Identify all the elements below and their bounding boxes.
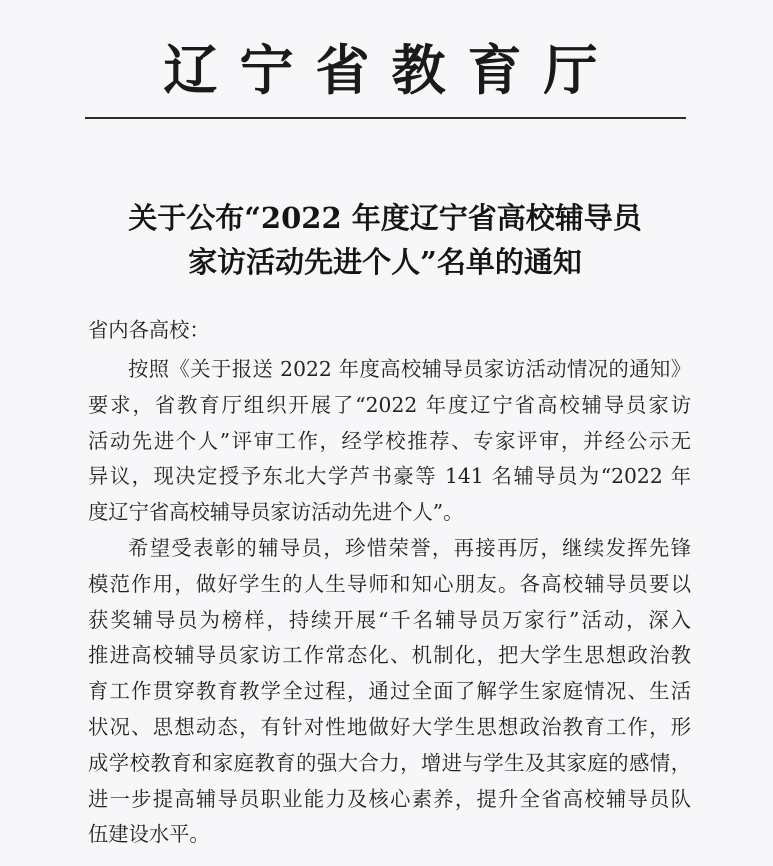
- notice-body: [88, 312, 691, 853]
- letterhead-divider: [85, 117, 686, 119]
- paragraph-line: 按照《关于报送 2022 年度高校辅导员家访活动情况的通知》: [128, 357, 691, 381]
- paragraph-line: 进一步提高辅导员职业能力及核心素养，提升全省高校辅导员队: [88, 786, 691, 811]
- paragraph-line: 活动先进个人”评审工作，经学校推荐、专家评审，并经公示无: [88, 428, 691, 453]
- paragraph-line: 状况、思想动态，有针对性地做好大学生思想政治教育工作，形: [88, 714, 691, 739]
- paragraph-line: 度辽宁省高校辅导员家访活动先进个人”。: [88, 500, 464, 525]
- salutation: 省内各高校：: [88, 318, 210, 342]
- paragraph-line: 要求，省教育厅组织开展了“2022 年度辽宁省高校辅导员家访: [88, 392, 691, 417]
- paragraph-line: 希望受表彰的辅导员，珍惜荣誉，再接再厉，继续发挥先锋: [128, 535, 691, 560]
- paragraph-line: 获奖辅导员为榜样，持续开展“千名辅导员万家行”活动，深入: [88, 607, 691, 632]
- paragraph-line: 育工作贯穿教育教学全过程，通过全面了解学生家庭情况、生活: [88, 679, 691, 704]
- paragraph-line: 伍建设水平。: [88, 822, 210, 847]
- paragraph-1: [88, 352, 691, 531]
- paragraph-line: 推进高校辅导员家访工作常态化、机制化，把大学生思想政治教: [88, 643, 691, 668]
- paragraph-line: 异议，现决定授予东北大学芦书豪等 141 名辅导员为“2022 年: [88, 464, 691, 489]
- letterhead-org-name: 辽宁省教育厅: [163, 38, 620, 102]
- notice-title-line-1: 关于公布“2022 年度辽宁省高校辅导员: [128, 201, 642, 235]
- notice-title: [0, 196, 770, 284]
- notice-title-line-2: 家访活动先进个人”名单的通知: [188, 245, 582, 279]
- paragraph-line: 模范作用，做好学生的人生导师和知心朋友。各高校辅导员要以: [88, 571, 691, 596]
- paragraph-line: 成学校教育和家庭教育的强大合力，增进与学生及其家庭的感情，: [88, 750, 691, 775]
- paragraph-2: [88, 531, 691, 853]
